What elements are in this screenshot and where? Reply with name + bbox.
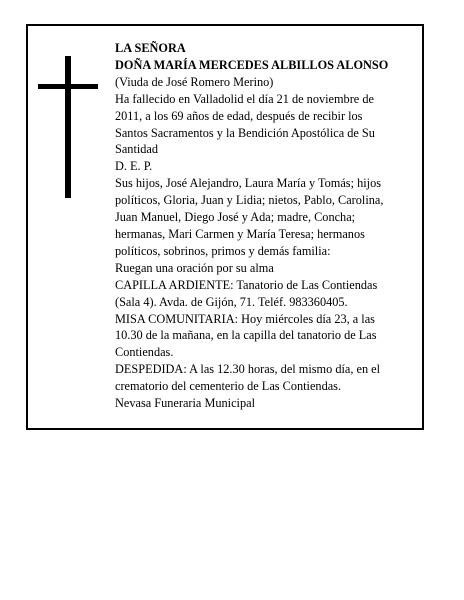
deceased-name: DOÑA MARÍA MERCEDES ALBILLOS ALONSO xyxy=(115,57,389,72)
family-line: hermanas, Mari Carmen y María Teresa; hermanos xyxy=(115,226,365,241)
cross-vertical-bar xyxy=(65,56,71,198)
obituary-notice xyxy=(26,24,424,430)
farewell-line: crematorio del cementerio de Las Contiendas. xyxy=(115,379,342,394)
prayer-request: Ruegan una oración por su alma xyxy=(115,260,274,275)
funeral-home: Nevasa Funeraria Municipal xyxy=(115,396,255,411)
death-line: Ha fallecido en Valladolid el día 21 de noviembre de xyxy=(115,91,374,106)
farewell-line: DESPEDIDA: A las 12.30 horas, del mismo día, en el xyxy=(115,362,381,377)
chapel-line: (Sala 4). Avda. de Gijón, 71. Teléf. 983360405. xyxy=(115,294,348,309)
family-line: Sus hijos, José Alejandro, Laura María y Tomás; hijos xyxy=(115,176,381,191)
notice-text xyxy=(115,40,421,412)
cross-horizontal-bar xyxy=(38,84,98,89)
family-line: políticos, sobrinos, primos y demás familia: xyxy=(115,243,331,258)
mass-line: 10.30 de la mañana, en la capilla del tanatorio de Las xyxy=(115,328,377,343)
death-line: Santos Sacramentos y la Bendición Apostólica de Su xyxy=(115,125,375,140)
cross-icon xyxy=(38,56,98,198)
mass-line: Contiendas. xyxy=(115,345,174,360)
chapel-line: CAPILLA ARDIENTE: Tanatorio de Las Contiendas xyxy=(115,277,378,292)
family-line: políticos, Gloria, Juan y Lidia; nietos, Pablo, Carolina, xyxy=(115,193,384,208)
death-line: Santidad xyxy=(115,142,159,157)
family-line: Juan Manuel, Diego José y Ada; madre, Concha; xyxy=(115,210,356,225)
rip-text: D. E. P. xyxy=(115,159,153,174)
mass-line: MISA COMUNITARIA: Hoy miércoles día 23, a las xyxy=(115,311,375,326)
death-line: 2011, a los 69 años de edad, después de recibir los xyxy=(115,108,363,123)
notice-title: LA SEÑORA xyxy=(115,41,186,55)
widow-of: (Viuda de José Romero Merino) xyxy=(115,74,274,89)
